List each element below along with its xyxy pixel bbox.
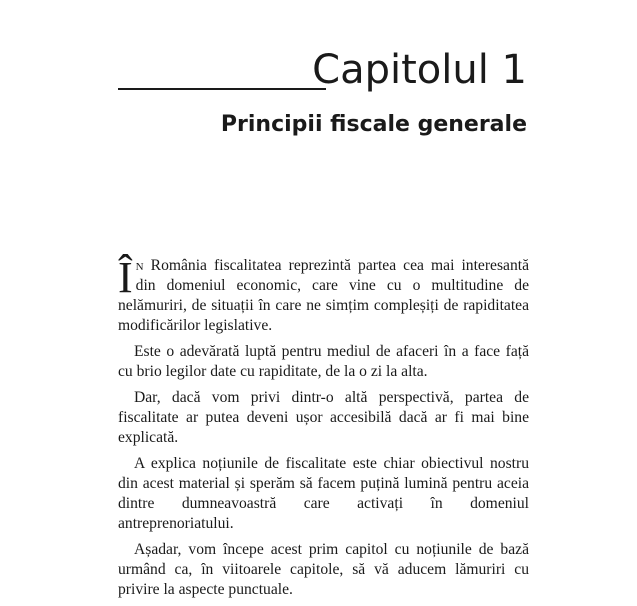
body-text — [118, 253, 529, 606]
paragraph-1-text: România fiscalitatea reprezintă partea cea mai interesantă din domeniul economic, care vine cu o multitudine de nelămuriri, de situații în care ne simțim compleșiți de rapiditatea modificărilor legislative. — [118, 257, 529, 334]
paragraph-4: A explica noțiunile de fiscalitate este chiar obiectivul nostru din acest material și sperăm să facem puțină lumină pentru aceia dintre dumneavoastră care activați în domeniul antreprenoriatului. — [118, 455, 529, 532]
paragraph-1 — [118, 253, 529, 336]
paragraph-3: Dar, dacă vom privi dintr-o altă perspectivă, partea de fiscalitate ar putea deveni ușor accesibilă dacă ar fi mai bine explicată. — [118, 389, 529, 446]
first-word-rest: n — [135, 257, 144, 274]
paragraph-2: Este o adevărată luptă pentru mediul de afaceri în a face față cu brio legilor date cu rapiditate, de la o zi la alta. — [118, 343, 529, 380]
paragraph-5: Așadar, vom începe acest prim capitol cu noțiunile de bază urmând ca, în viitoarele capitole, să vă aducem lămuriri cu privire la aspecte punctuale. — [118, 541, 529, 598]
drop-cap: Î — [118, 253, 133, 302]
chapter-rule — [118, 88, 326, 90]
chapter-title: Principii fiscale generale — [220, 112, 527, 137]
chapter-label: Capitolul 1 — [312, 47, 527, 93]
